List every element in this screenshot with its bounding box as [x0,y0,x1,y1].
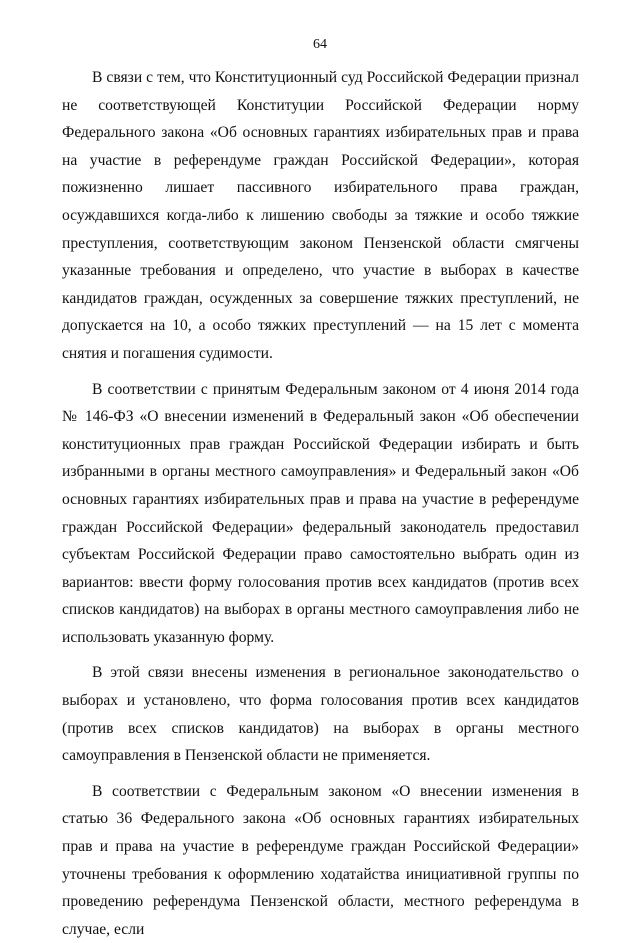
document-body [62,64,579,943]
page-number: 64 [313,37,327,52]
paragraph-2: В соответствии с принятым Федеральным законом от 4 июня 2014 года № 146-ФЗ «О внесении изменений в Федеральный закон «Об обеспечении конституционных прав граждан Российской Федерации избирать и быть избранными в органы местного самоуправления» и Федеральный закон «Об основных гарантиях избирательных прав и права на участие в референдуме граждан Российской Федерации» федеральный законодатель предоставил субъектам Российской Федерации право самостоятельно выбрать один из вариантов: ввести форму голосования против всех кандидатов (против всех списков кандидатов) на выборах в органы местного самоуправления либо не использовать указанную форму. [62,380,579,646]
paragraph-1: В связи с тем, что Конституционный суд Российской Федерации признал не соответствующей Конституции Российской Федерации норму Федерального закона «Об основных гарантиях избирательных прав и права на участие в референдуме граждан Российской Федерации», которая пожизненно лишает пассивного избирательного права граждан, осуждавшихся когда-либо к лишению свободы за тяжкие и особо тяжкие преступления, соответствующим законом Пензенской области смягчены указанные требования и определено, что участие в выборах в качестве кандидатов граждан, осужденных за совершение тяжких преступлений, не допускается на 10, а особо тяжких преступлений — на 15 лет с момента снятия и погашения судимости. [62,69,579,362]
paragraph-3: В этой связи внесены изменения в региональное законодательство о выборах и установлено, что форма голосования против всех кандидатов (против всех списков кандидатов) на выборах в органы местного самоуправления в Пензенской области не применяется. [62,664,579,765]
paragraph-4: В соответствии с Федеральным законом «О внесении изменения в статью 36 Федерального закона «Об основных гарантиях избирательных прав и права на участие в референдуме граждан Российской Федерации» уточнены требования к оформлению ходатайства инициативной группы по проведению референдума Пензенской области, местного референдума в случае, если [62,782,579,938]
